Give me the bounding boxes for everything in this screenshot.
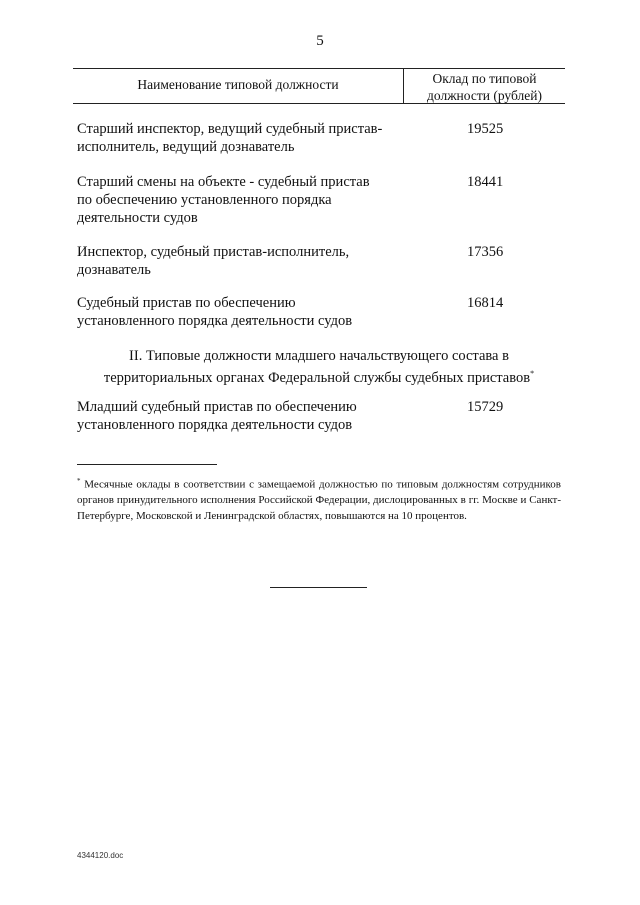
footnote-mark: * <box>530 369 535 378</box>
table-header-position-name: Наименование типовой должности <box>137 77 339 92</box>
footnote-mark: * <box>77 477 81 485</box>
footnote-text: Месячные оклады в соответствии с замещаемой должностью по типовым должностям сотрудников органов принудительного исполнения Российской Федерации, дислоцированных в гг. Москве и Санкт-Петербурге, Московской и Ленинградской областях, повышаются на 10 процентов. <box>77 478 561 522</box>
position-name-line: Младший судебный пристав по обеспечению <box>77 399 357 415</box>
position-name-line: по обеспечению установленного порядка <box>77 192 332 208</box>
position-name-line: Старший инспектор, ведущий судебный пристав- <box>77 121 383 137</box>
section-heading-line2: территориальных органах Федеральной службы судебных приставов* <box>103 369 535 386</box>
position-name-line: исполнитель, ведущий дознаватель <box>77 139 295 155</box>
position-name-line: Инспектор, судебный пристав-исполнитель, <box>77 244 350 260</box>
position-name <box>77 294 397 330</box>
position-name-line: Старший смены на объекте - судебный пристав <box>77 174 370 190</box>
table-header-salary <box>404 70 565 104</box>
position-name <box>77 173 397 227</box>
document-filename: 4344120.doc <box>77 851 124 860</box>
position-name-line: деятельности судов <box>77 210 198 226</box>
salary-value: 15729 <box>467 399 504 415</box>
salary-value: 17356 <box>467 244 504 260</box>
position-name <box>77 243 397 279</box>
footnote <box>77 474 561 524</box>
section-heading <box>73 347 565 387</box>
salary-value: 19525 <box>467 121 504 137</box>
salary-value: 18441 <box>467 174 504 190</box>
salary-value: 16814 <box>467 295 504 311</box>
table-header-salary-line1: Оклад по типовой <box>432 71 537 86</box>
footnote-separator <box>77 464 217 465</box>
position-name-line: дознаватель <box>77 262 151 278</box>
position-name-line: установленного порядка деятельности судов <box>77 417 353 433</box>
position-name <box>77 120 397 156</box>
page-number: 5 <box>316 33 324 49</box>
end-of-document-rule <box>270 587 367 588</box>
position-name-line: установленного порядка деятельности судов <box>77 313 353 329</box>
table-header-salary-line2: должности (рублей) <box>427 88 542 103</box>
position-name-line: Судебный пристав по обеспечению <box>77 295 296 311</box>
section-heading-line1: II. Типовые должности младшего начальствующего состава в <box>129 348 509 364</box>
position-name <box>77 398 397 434</box>
table-header-top-rule <box>73 68 565 69</box>
